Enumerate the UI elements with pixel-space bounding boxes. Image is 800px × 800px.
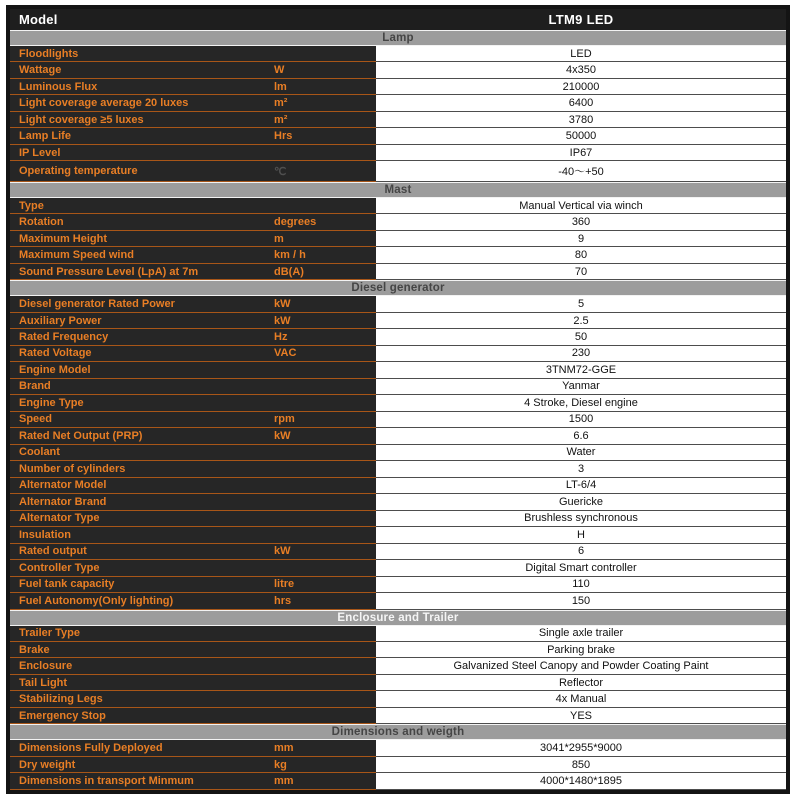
spec-label: Luminous Flux [19,80,98,93]
spec-label-cell [10,145,376,161]
spec-unit: kW [274,545,291,558]
spec-row-type [10,198,786,214]
spec-value: YES [376,708,786,724]
spec-row-alternator-type [10,511,786,527]
spec-value: IP67 [376,145,786,161]
spec-label: Rated Frequency [19,331,109,343]
spec-row-rated-net-output-prp [10,428,786,444]
spec-label-cell [10,691,376,707]
spec-label-cell [10,626,376,642]
spec-label-cell [10,412,376,428]
spec-row-dry-weight [10,757,786,773]
spec-label: Trailer Type [19,627,80,640]
spec-unit: mm [274,775,294,788]
spec-row-rated-frequency [10,329,786,345]
spec-value: 110 [376,577,786,593]
spec-value: 70 [376,264,786,280]
spec-row-fuel-autonomy-only-lighting [10,593,786,609]
spec-row-engine-model [10,362,786,378]
spec-row-coolant [10,445,786,461]
section-header-mast: Mast [10,182,786,198]
spec-unit: lm [274,80,287,93]
spec-value: 6400 [376,95,786,111]
spec-row-speed [10,412,786,428]
spec-value: 50 [376,329,786,345]
spec-label-cell [10,95,376,111]
spec-label: Floodlights [19,47,79,60]
spec-label: Type [19,199,44,212]
spec-value: 3041*2955*9000 [376,740,786,756]
spec-label-cell [10,379,376,395]
spec-row-ip-level [10,145,786,161]
spec-label-cell [10,161,376,181]
spec-row-enclosure [10,658,786,674]
spec-row-luminous-flux [10,79,786,95]
spec-value: 1500 [376,412,786,428]
model-name: LTM9 LED [548,12,614,27]
spec-label-cell [10,428,376,444]
spec-label-cell [10,62,376,78]
spec-row-maximum-height [10,231,786,247]
spec-row-light-coverage-5-luxes [10,112,786,128]
spec-row-rated-voltage [10,346,786,362]
spec-label: Engine Type [19,396,84,409]
spec-label: Fuel Autonomy(Only lighting) [19,594,174,607]
table-header-row [10,9,786,30]
spec-label-cell [10,593,376,609]
spec-label: Brand [19,380,51,393]
spec-label-cell [10,346,376,362]
spec-value: Galvanized Steel Canopy and Powder Coating Paint [376,658,786,674]
spec-unit: Hrs [274,130,293,143]
spec-label: Alternator Brand [19,495,107,508]
spec-value: Digital Smart controller [376,560,786,576]
spec-row-rotation [10,214,786,230]
spec-unit: ℃ [274,165,287,178]
spec-value: Water [376,445,786,461]
spec-value: 230 [376,346,786,362]
spec-label-cell [10,231,376,247]
spec-row-dimensions-in-transport-minmum [10,773,786,789]
spec-label: Alternator Type [19,512,100,525]
spec-label: Alternator Model [19,479,107,492]
spec-label: Diesel generator Rated Power [19,298,175,311]
spec-label: Operating temperature [19,165,138,178]
spec-value: 850 [376,757,786,773]
spec-value: 360 [376,214,786,230]
spec-label-cell [10,577,376,593]
spec-label: Controller Type [19,561,100,574]
spec-label: Light coverage average 20 luxes [19,97,189,110]
spec-value: 50000 [376,128,786,144]
spec-row-wattage [10,62,786,78]
spec-row-rated-output [10,544,786,560]
section-header-diesel-generator: Diesel generator [10,280,786,296]
spec-row-brake [10,642,786,658]
spec-label: Stabilizing Legs [19,693,103,706]
spec-row-engine-type [10,395,786,411]
spec-label: Lamp Life [19,130,71,143]
spec-row-maximum-speed-wind [10,247,786,263]
spec-label: Insulation [19,528,71,541]
section-header-lamp: Lamp [10,30,786,46]
spec-label: Wattage [19,64,62,77]
spec-row-insulation [10,527,786,543]
spec-row-auxiliary-power [10,313,786,329]
spec-unit: m [274,232,284,245]
spec-label-cell [10,494,376,510]
spec-value: 9 [376,231,786,247]
spec-label: Rotation [19,216,64,229]
spec-label-cell [10,708,376,724]
spec-value: 150 [376,593,786,609]
spec-row-tail-light [10,675,786,691]
spec-value: 5 [376,296,786,312]
spec-unit: m² [274,113,288,126]
spec-row-light-coverage-average-20-luxes [10,95,786,111]
spec-label: Dimensions in transport Minmum [19,775,194,788]
spec-row-operating-temperature [10,161,786,181]
spec-label-cell [10,757,376,773]
spec-unit: hrs [274,594,292,607]
spec-label-cell [10,46,376,62]
spec-label-cell [10,79,376,95]
spec-label: Dimensions Fully Deployed [19,742,163,755]
spec-value: 3 [376,461,786,477]
spec-row-brand [10,379,786,395]
spec-label: Speed [19,413,53,426]
spec-label-cell [10,478,376,494]
spec-label-cell [10,247,376,263]
spec-row-lamp-life [10,128,786,144]
spec-row-emergency-stop [10,708,786,724]
spec-row-dimensions-fully-deployed [10,740,786,756]
spec-row-sound-pressure-level-lpa-at-7m [10,264,786,280]
spec-value: 3TNM72-GGE [376,362,786,378]
spec-label: Rated Net Output (PRP) [19,429,143,442]
spec-row-trailer-type [10,626,786,642]
spec-row-floodlights [10,46,786,62]
spec-label: Rated output [19,545,87,558]
spec-label-cell [10,461,376,477]
section-header-dimensions-and-weigth: Dimensions and weigth [10,724,786,740]
spec-row-stabilizing-legs [10,691,786,707]
spec-label-cell [10,527,376,543]
spec-label-cell [10,198,376,214]
spec-label-cell [10,362,376,378]
spec-value: 6.6 [376,428,786,444]
spec-label: Fuel tank capacity [19,578,115,591]
spec-label-cell [10,658,376,674]
spec-unit: kW [274,429,291,442]
spec-unit: kW [274,298,291,311]
spec-label: Brake [19,643,50,656]
spec-label: Sound Pressure Level (LpA) at 7m [19,265,199,278]
spec-unit: dB(A) [274,265,304,278]
spec-value: -40～+50 [376,161,786,181]
spec-row-number-of-cylinders [10,461,786,477]
spec-row-diesel-generator-rated-power [10,296,786,312]
spec-label-cell [10,773,376,789]
spec-label-cell [10,560,376,576]
spec-row-fuel-tank-capacity [10,577,786,593]
spec-label-cell [10,264,376,280]
spec-value: 4x Manual [376,691,786,707]
spec-value: 210000 [376,79,786,95]
spec-label-cell [10,214,376,230]
spec-label: Engine Model [19,363,91,376]
spec-row-alternator-brand [10,494,786,510]
spec-row-controller-type [10,560,786,576]
spec-value: Parking brake [376,642,786,658]
spec-table [6,5,790,794]
section-header-enclosure-and-trailer: Enclosure and Trailer [10,610,786,626]
spec-unit: rpm [274,413,295,426]
spec-label-cell [10,544,376,560]
spec-unit: m² [274,97,288,110]
spec-label-cell [10,128,376,144]
spec-value: LED [376,46,786,62]
spec-label: Coolant [19,446,60,459]
spec-label: Auxiliary Power [19,314,102,327]
spec-label: Emergency Stop [19,709,106,722]
spec-label: Dry weight [19,758,76,771]
spec-value: 2.5 [376,313,786,329]
spec-unit: Hz [274,331,288,343]
spec-label-cell [10,445,376,461]
spec-value: 3780 [376,112,786,128]
spec-value: LT-6/4 [376,478,786,494]
spec-unit: W [274,64,285,77]
spec-label: Maximum Speed wind [19,249,134,262]
spec-value: 80 [376,247,786,263]
spec-label-cell [10,740,376,756]
spec-label: Light coverage ≥5 luxes [19,113,144,126]
model-header-label: Model [19,12,58,27]
spec-label-cell [10,112,376,128]
spec-value: 4 Stroke, Diesel engine [376,395,786,411]
spec-value: Yanmar [376,379,786,395]
spec-label-cell [10,395,376,411]
spec-value: Reflector [376,675,786,691]
spec-label: Enclosure [19,660,73,673]
spec-value: Single axle trailer [376,626,786,642]
spec-value: 4x350 [376,62,786,78]
spec-unit: degrees [274,216,317,229]
spec-label: Maximum Height [19,232,108,245]
spec-value: H [376,527,786,543]
spec-value: Brushless synchronous [376,511,786,527]
spec-unit: mm [274,742,294,755]
spec-row-alternator-model [10,478,786,494]
spec-value: 6 [376,544,786,560]
spec-unit: km / h [274,249,306,262]
spec-label: Rated Voltage [19,347,92,360]
spec-value: Manual Vertical via winch [376,198,786,214]
spec-label-cell [10,329,376,345]
spec-value: 4000*1480*1895 [376,773,786,789]
spec-label-cell [10,511,376,527]
spec-label: Tail Light [19,676,68,689]
spec-label-cell [10,296,376,312]
spec-unit: VAC [274,347,297,360]
spec-label: Number of cylinders [19,462,126,475]
spec-unit: litre [274,578,295,591]
spec-label-cell [10,313,376,329]
spec-label: IP Level [19,146,61,159]
spec-label-cell [10,675,376,691]
spec-unit: kg [274,758,287,771]
spec-value: Guericke [376,494,786,510]
spec-label-cell [10,642,376,658]
spec-unit: kW [274,314,291,327]
